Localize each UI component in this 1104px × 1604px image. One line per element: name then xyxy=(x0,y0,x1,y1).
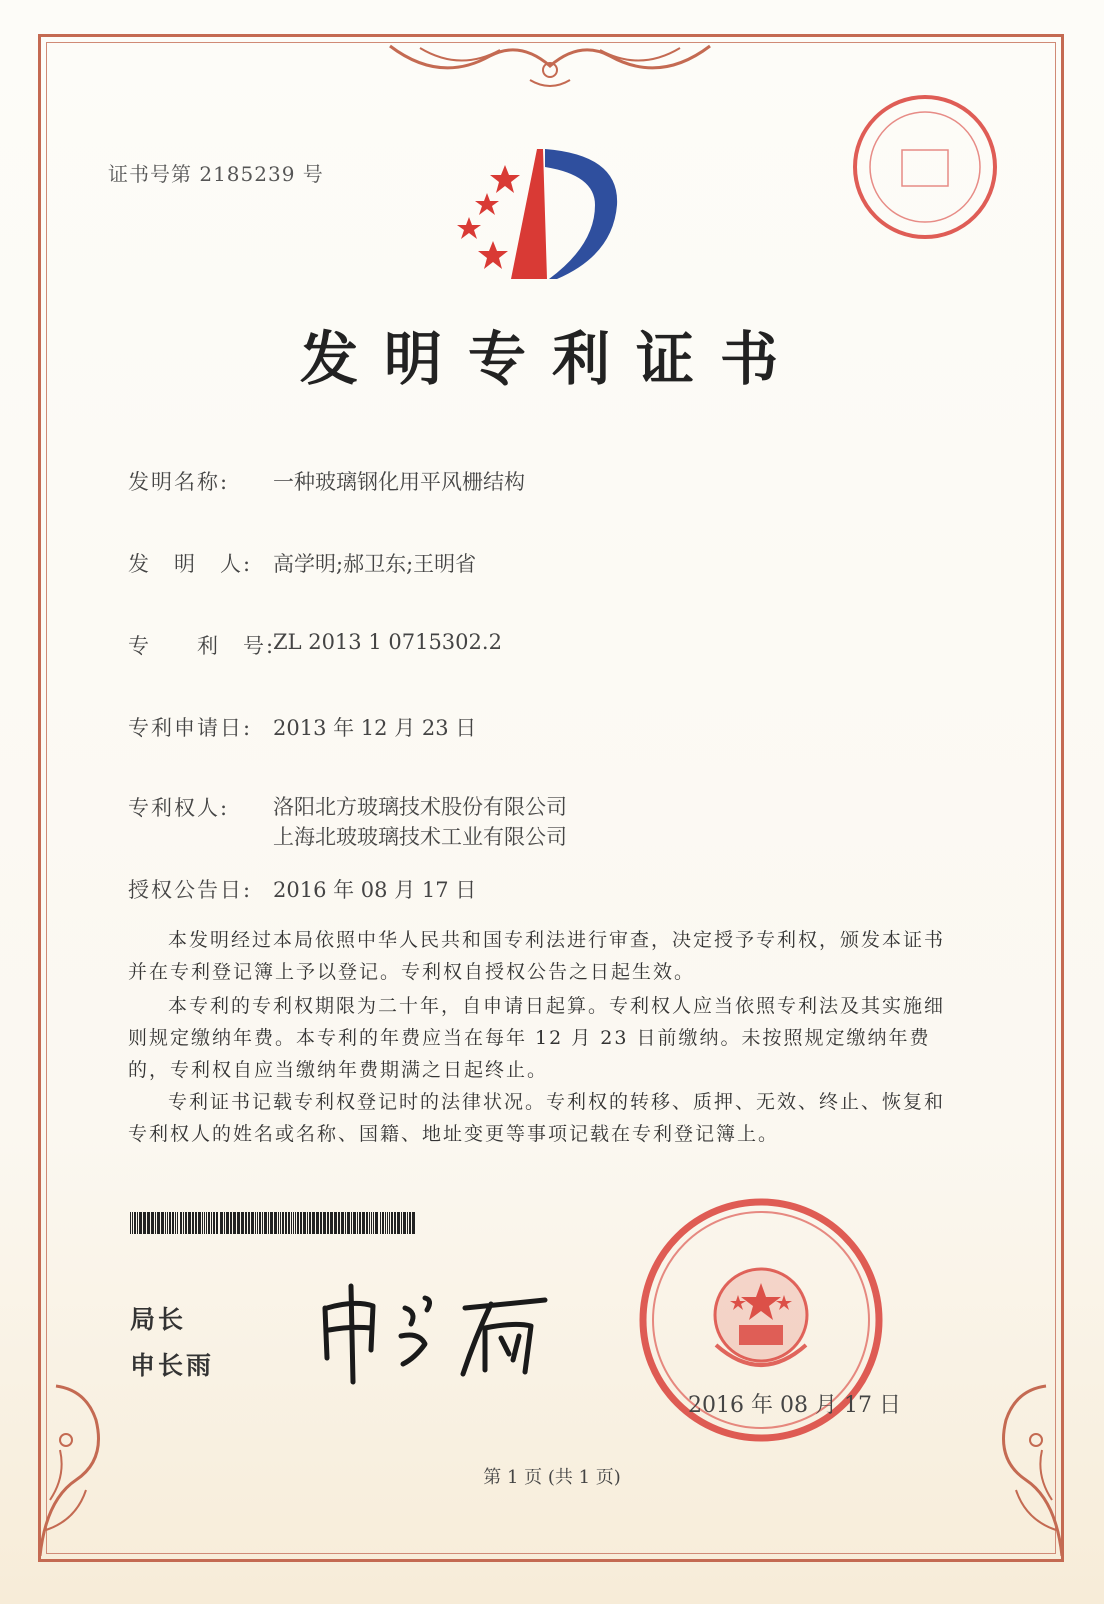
barcode-bar xyxy=(270,1212,273,1234)
barcode-bar xyxy=(291,1212,292,1234)
patentee-row xyxy=(128,792,567,852)
barcode-bar xyxy=(323,1212,326,1234)
grant-date-value: 2016 年 08 月 17 日 xyxy=(273,878,477,902)
barcode-bar xyxy=(357,1212,358,1234)
barcode-bar xyxy=(391,1212,393,1234)
barcode-bar xyxy=(347,1212,350,1234)
inventor-label: 发 明 人: xyxy=(128,552,253,576)
barcode-bar xyxy=(241,1212,244,1234)
barcode-bar xyxy=(309,1212,311,1234)
patent-number-row xyxy=(128,630,502,660)
barcode-bar xyxy=(297,1212,299,1234)
barcode-bar xyxy=(237,1212,240,1234)
barcode-bar xyxy=(295,1212,296,1234)
barcode-bar xyxy=(172,1212,174,1234)
barcode-bar xyxy=(130,1212,131,1234)
barcode-bar xyxy=(226,1212,229,1234)
paragraph-1: 本发明经过本局依照中华人民共和国专利法进行审查，决定授予专利权，颁发本证书并在专利登记簿上予以登记。专利权自授权公告之日起生效。 xyxy=(128,929,946,983)
page-number: 第 1 页 (共 1 页) xyxy=(483,1467,621,1488)
barcode-bar xyxy=(345,1212,346,1234)
barcode-bar xyxy=(334,1212,337,1234)
barcode-bar xyxy=(169,1212,171,1234)
director-role: 局长 xyxy=(130,1305,187,1334)
barcode-bar xyxy=(387,1212,388,1234)
barcode-bar xyxy=(303,1212,306,1234)
filing-date-label: 专利申请日: xyxy=(128,716,253,740)
invention-name-label: 发明名称: xyxy=(128,470,230,494)
barcode-bar xyxy=(359,1212,361,1234)
patent-office-logo xyxy=(445,145,620,285)
patentee-value-2: 上海北玻玻璃技术工业有限公司 xyxy=(273,825,567,849)
barcode-bar xyxy=(188,1212,191,1234)
barcode-bar xyxy=(280,1212,281,1234)
barcode-bar xyxy=(371,1212,372,1234)
barcode-bar xyxy=(211,1212,212,1234)
barcode-bar xyxy=(137,1212,138,1234)
barcode-bar xyxy=(403,1212,406,1234)
barcode-bar xyxy=(255,1212,256,1234)
barcode-bar xyxy=(375,1212,378,1234)
barcode-bar xyxy=(259,1212,261,1234)
barcode-bar xyxy=(155,1212,156,1234)
certificate-number xyxy=(108,158,324,187)
barcode-bar xyxy=(316,1212,319,1234)
barcode-bar xyxy=(230,1212,232,1234)
barcode-bar xyxy=(385,1212,386,1234)
barcode-bar xyxy=(274,1212,277,1234)
barcode-bar xyxy=(177,1212,178,1234)
barcode-bar xyxy=(167,1212,168,1234)
barcode-bar xyxy=(293,1212,294,1234)
patent-number-label: 专 利 号: xyxy=(128,634,276,658)
barcode-bar xyxy=(139,1212,142,1234)
barcode-bar xyxy=(245,1212,247,1234)
filing-date-value: 2013 年 12 月 23 日 xyxy=(273,716,477,740)
barcode-bar xyxy=(401,1212,402,1234)
handwritten-signature xyxy=(315,1278,565,1388)
barcode-bar xyxy=(278,1212,279,1234)
barcode-bar xyxy=(338,1212,340,1234)
barcode-bar xyxy=(307,1212,308,1234)
barcode-bar xyxy=(134,1212,136,1234)
inventor-row xyxy=(128,548,476,578)
barcode-bar xyxy=(407,1212,408,1234)
certificate-number-label: 证书号第 xyxy=(108,162,192,186)
barcode-bar xyxy=(257,1212,258,1234)
seal-date: 2016 年 08 月 17 日 xyxy=(688,1393,901,1418)
invention-name-row xyxy=(128,466,525,496)
barcode-bar xyxy=(204,1212,205,1234)
barcode-bar xyxy=(327,1212,329,1234)
barcode-bar xyxy=(262,1212,263,1234)
barcode-bar xyxy=(151,1212,154,1234)
barcode-bar xyxy=(195,1212,197,1234)
barcode-bar xyxy=(394,1212,396,1234)
paragraph-3: 专利证书记载专利权登记时的法律状况。专利权的转移、质押、无效、终止、恢复和专利权人的姓名或名称、国籍、地址变更等事项记载在专利登记簿上。 xyxy=(128,1091,946,1145)
barcode-bar xyxy=(185,1212,187,1234)
certificate-number-value: 2185239 xyxy=(199,162,296,186)
invention-name-value: 一种玻璃钢化用平风栅结构 xyxy=(273,470,525,494)
barcode-bar xyxy=(409,1212,411,1234)
barcode-bar xyxy=(341,1212,344,1234)
inventor-value: 高学明;郝卫东;王明省 xyxy=(273,552,477,576)
barcode-bar xyxy=(198,1212,201,1234)
barcode-bar xyxy=(369,1212,370,1234)
barcode-bar xyxy=(132,1212,133,1234)
barcode-bar xyxy=(380,1212,381,1234)
barcode-bar xyxy=(397,1212,400,1234)
barcode-bar xyxy=(412,1212,415,1234)
barcode-bar xyxy=(233,1212,236,1234)
top-ornament xyxy=(380,36,720,92)
grant-date-label: 授权公告日: xyxy=(128,878,253,902)
certificate-number-suffix: 号 xyxy=(302,162,324,186)
barcode-bar xyxy=(373,1212,374,1234)
barcode-bar xyxy=(389,1212,390,1234)
barcode-bar xyxy=(165,1212,166,1234)
barcode-bar xyxy=(282,1212,284,1234)
barcode-bar xyxy=(202,1212,203,1234)
barcode-bar xyxy=(192,1212,194,1234)
barcode-bar xyxy=(208,1212,210,1234)
barcode-bar xyxy=(268,1212,269,1234)
barcode-bar xyxy=(366,1212,368,1234)
certificate-title: 发明专利证书 xyxy=(299,325,804,393)
barcode-bar xyxy=(213,1212,215,1234)
patentee-value-1: 洛阳北方玻璃技术股份有限公司 xyxy=(273,795,567,819)
patentee-label: 专利权人: xyxy=(128,796,230,820)
barcode-bar xyxy=(216,1212,218,1234)
barcode-bar xyxy=(251,1212,254,1234)
barcode-bar xyxy=(220,1212,223,1234)
barcode-bar xyxy=(206,1212,207,1234)
barcode-bar xyxy=(300,1212,302,1234)
barcode-bar xyxy=(320,1212,322,1234)
barcode-bar xyxy=(175,1212,176,1234)
barcode-bar xyxy=(248,1212,250,1234)
barcode-bar xyxy=(353,1212,356,1234)
barcode-bar xyxy=(264,1212,267,1234)
barcode-bar xyxy=(382,1212,384,1234)
barcode-bar xyxy=(351,1212,352,1234)
barcode-bar xyxy=(288,1212,290,1234)
barcode-bar xyxy=(330,1212,333,1234)
barcode-bar xyxy=(180,1212,182,1234)
barcode-bar xyxy=(183,1212,184,1234)
grant-date-row xyxy=(128,874,476,904)
barcode-bar xyxy=(161,1212,164,1234)
barcode xyxy=(130,1212,416,1234)
patent-number-value: ZL 2013 1 0715302.2 xyxy=(273,630,502,654)
barcode-bar xyxy=(362,1212,365,1234)
barcode-bar xyxy=(143,1212,146,1234)
paragraph-2: 本专利的专利权期限为二十年，自申请日起算。专利权人应当依照专利法及其实施细则规定缴纳年费。本专利的年费应当在每年 12 月 23 日前缴纳。未按照规定缴纳年费的，专利权自应当缴纳年费期满之日起终止。 xyxy=(128,995,946,1081)
tax-stamp xyxy=(850,92,1000,242)
director-name: 申长雨 xyxy=(130,1351,215,1380)
barcode-bar xyxy=(285,1212,287,1234)
barcode-bar xyxy=(157,1212,160,1234)
barcode-bar xyxy=(147,1212,150,1234)
filing-date-row xyxy=(128,712,476,742)
barcode-bar xyxy=(312,1212,315,1234)
barcode-bar xyxy=(224,1212,225,1234)
